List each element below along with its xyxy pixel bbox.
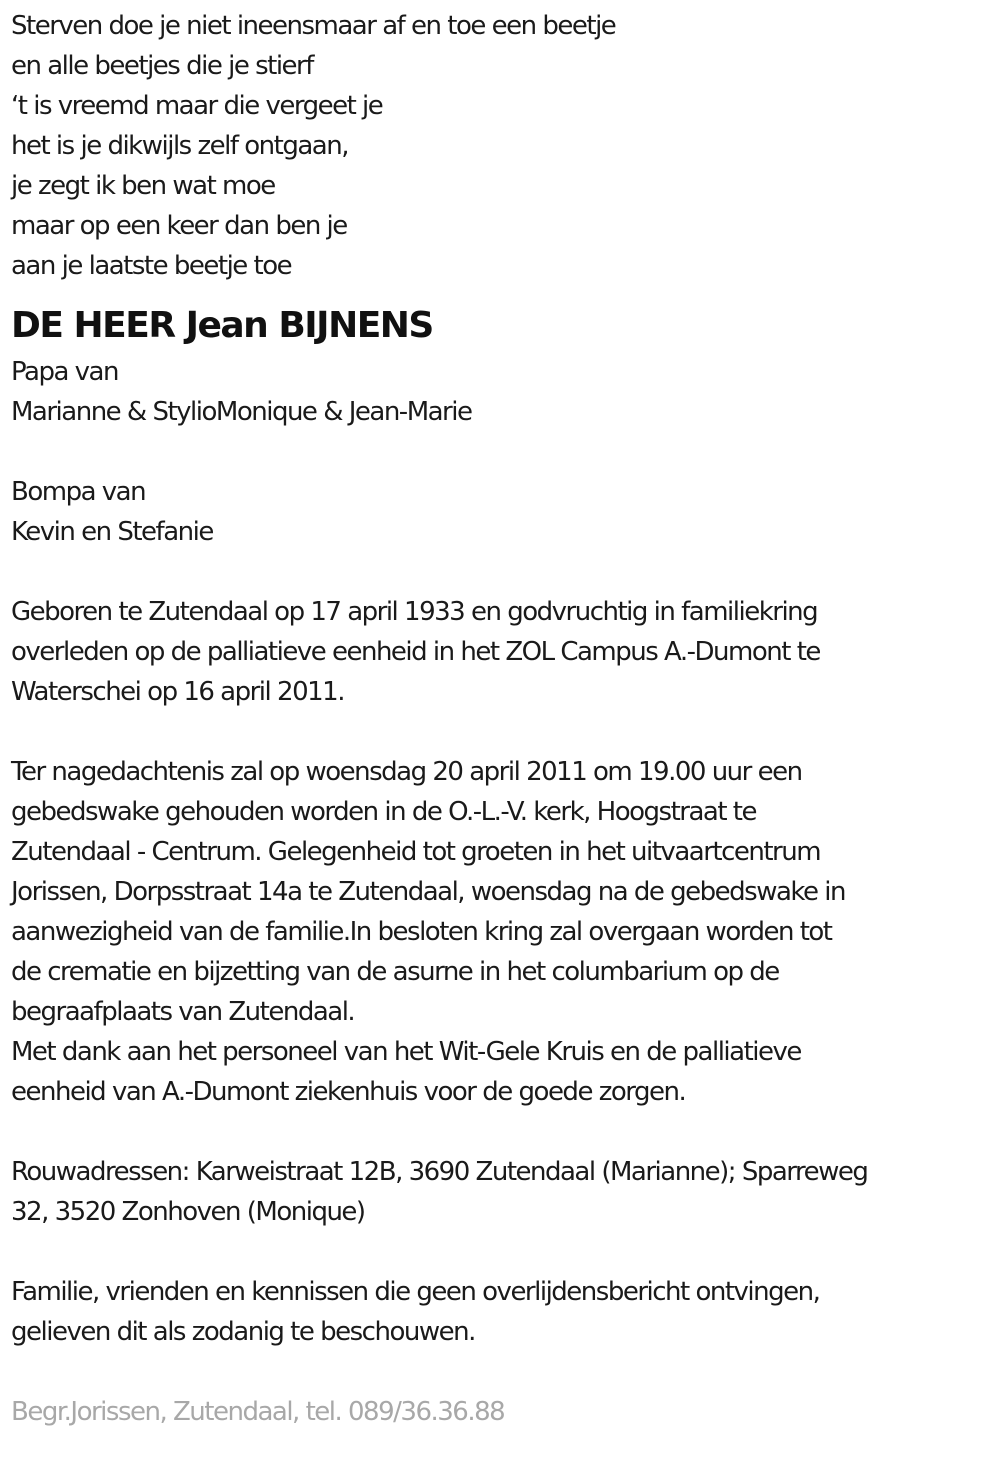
poem-line: en alle beetjes die je stierf bbox=[11, 51, 313, 81]
spacer bbox=[11, 432, 996, 472]
poem-line: maar op een keer dan ben je bbox=[11, 211, 347, 241]
paragraph-line: Jorissen, Dorpsstraat 14a te Zutendaal, woensdag na de gebedswake in bbox=[11, 877, 845, 907]
notice-paragraph bbox=[11, 1272, 996, 1352]
spacer bbox=[11, 552, 996, 592]
spacer bbox=[11, 712, 996, 752]
paragraph-line: Met dank aan het personeel van het Wit-Gele Kruis en de palliatieve bbox=[11, 1037, 801, 1067]
funeral-home-footer: Begr.Jorissen, Zutendaal, tel. 089/36.36.88 bbox=[11, 1397, 505, 1427]
spacer bbox=[11, 1352, 996, 1392]
paragraph-line: overleden op de palliatieve eenheid in het ZOL Campus A.-Dumont te bbox=[11, 637, 820, 667]
poem-line: ‘t is vreemd maar die vergeet je bbox=[11, 91, 383, 121]
papa-children-names: Marianne & StylioMonique & Jean-Marie bbox=[11, 397, 472, 427]
poem-line: aan je laatste beetje toe bbox=[11, 251, 292, 281]
paragraph-line: gebedswake gehouden worden in de O.-L.-V. kerk, Hoogstraat te bbox=[11, 797, 756, 827]
bompa-grandchildren-names: Kevin en Stefanie bbox=[11, 517, 213, 547]
poem-line: Sterven doe je niet ineensmaar af en toe een beetje bbox=[11, 11, 616, 41]
spacer bbox=[11, 1112, 996, 1152]
obituary-document bbox=[11, 6, 996, 1432]
deceased-name-heading: DE HEER Jean BIJNENS bbox=[11, 305, 433, 346]
paragraph-line: Geboren te Zutendaal op 17 april 1933 en godvruchtig in familiekring bbox=[11, 597, 818, 627]
address-line: 32, 3520 Zonhoven (Monique) bbox=[11, 1197, 365, 1227]
poem bbox=[11, 6, 996, 286]
paragraph-line: aanwezigheid van de familie.In besloten kring zal overgaan worden tot bbox=[11, 917, 832, 947]
paragraph-line: Zutendaal - Centrum. Gelegenheid tot groeten in het uitvaartcentrum bbox=[11, 837, 821, 867]
bompa-label: Bompa van bbox=[11, 477, 146, 507]
paragraph-line: eenheid van A.-Dumont ziekenhuis voor de goede zorgen. bbox=[11, 1077, 686, 1107]
poem-line: het is je dikwijls zelf ontgaan, bbox=[11, 131, 348, 161]
birth-death-paragraph bbox=[11, 592, 996, 712]
paragraph-line: Familie, vrienden en kennissen die geen overlijdensbericht ontvingen, bbox=[11, 1277, 820, 1307]
mourning-addresses bbox=[11, 1152, 996, 1232]
ceremony-paragraph bbox=[11, 752, 996, 1112]
paragraph-line: begraafplaats van Zutendaal. bbox=[11, 997, 355, 1027]
paragraph-line: Waterschei op 16 april 2011. bbox=[11, 677, 344, 707]
paragraph-line: de crematie en bijzetting van de asurne in het columbarium op de bbox=[11, 957, 779, 987]
spacer bbox=[11, 1232, 996, 1272]
paragraph-line: Ter nagedachtenis zal op woensdag 20 april 2011 om 19.00 uur een bbox=[11, 757, 802, 787]
papa-label: Papa van bbox=[11, 357, 118, 387]
spacer bbox=[11, 286, 996, 304]
bompa-section bbox=[11, 472, 996, 552]
poem-line: je zegt ik ben wat moe bbox=[11, 171, 275, 201]
papa-section bbox=[11, 352, 996, 432]
paragraph-line: gelieven dit als zodanig te beschouwen. bbox=[11, 1317, 475, 1347]
address-line: Rouwadressen: Karweistraat 12B, 3690 Zutendaal (Marianne); Sparreweg bbox=[11, 1157, 868, 1187]
